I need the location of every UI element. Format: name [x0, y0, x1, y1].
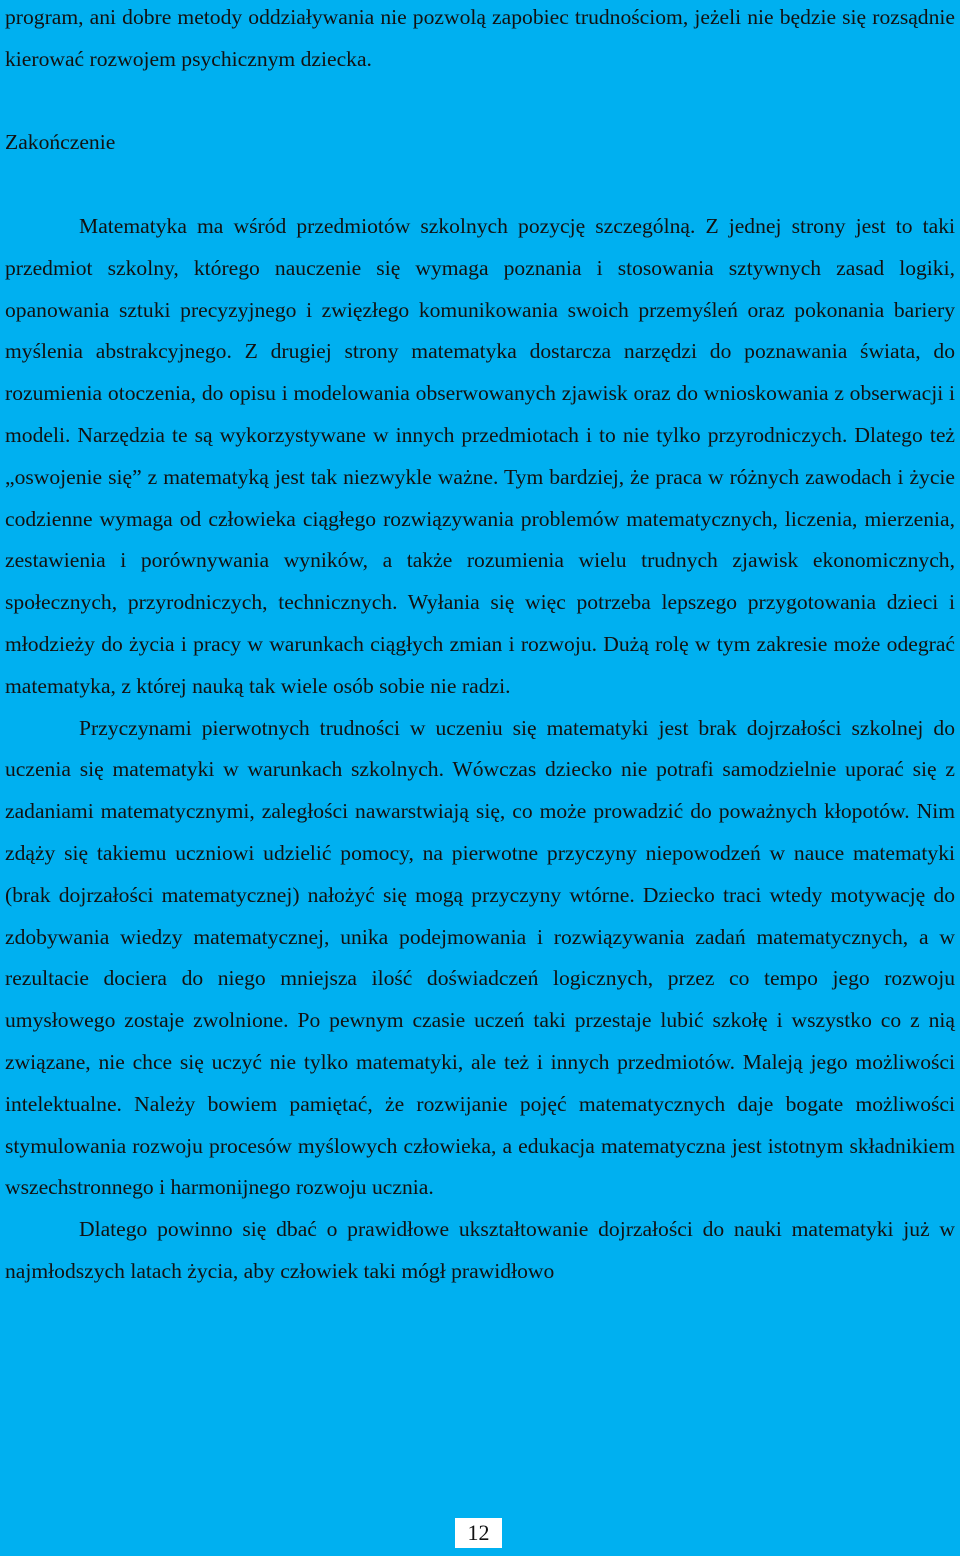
- intro-paragraph: program, ani dobre metody oddziaływania nie pozwolą zapobiec trudnościom, jeżeli nie będzie się rozsądnie kierować rozwojem psychicznym dziecka.: [5, 5, 955, 71]
- paragraph-3: Dlatego powinno się dbać o prawidłowe ukształtowanie dojrzałości do nauki matematyki już w najmłodszych latach życia, aby człowiek taki mógł prawidłowo: [5, 1217, 955, 1283]
- spacer: [5, 81, 955, 123]
- section-heading: Zakończenie: [5, 130, 116, 155]
- paragraph-2: Przyczynami pierwotnych trudności w uczeniu się matematyki jest brak dojrzałości szkolnej do uczenia się matematyki w warunkach szkolnych. Wówczas dziecko nie potrafi samodzielnie uporać się z zadaniami matematycznymi, zaległości nawarstwiają się, co może prowadzić do poważnych kłopotów. Nim zdąży się takiemu uczniowi udzielić pomocy, na pierwotne przyczyny niepowodzeń w nauce matematyki (brak dojrzałości matematycznej) nałożyć się mogą przyczyny wtórne. Dziecko traci wtedy motywację do zdobywania wiedzy matematycznej, unika podejmowania i rozwiązywania zadań matematycznych, a w rezultacie dociera do niego mniejsza ilość doświadczeń logicznych, przez co tempo jego rozwoju umysłowego zostaje zwolnione. Po pewnym czasie uczeń taki przestaje lubić szkołę i wszystko co z nią związane, nie chce się uczyć nie tylko matematyki, ale też i innych przedmiotów. Maleją jego możliwości intelektualne. Należy bowiem pamiętać, że rozwijanie pojęć matematycznych daje bogate możliwości stymulowania rozwoju procesów myślowych człowieka, a edukacja matematyczna jest istotnym składnikiem wszechstronnego i harmonijnego rozwoju ucznia.: [5, 715, 955, 1200]
- page-number: 12: [455, 1518, 502, 1548]
- paragraph-1: Matematyka ma wśród przedmiotów szkolnych pozycję szczególną. Z jednej strony jest to taki przedmiot szkolny, którego nauczenie się wymaga poznania i stosowania sztywnych zasad logiki, opanowania sztuki precyzyjnego i zwięzłego komunikowania swoich przemyśleń oraz pokonania bariery myślenia abstrakcyjnego. Z drugiej strony matematyka dostarcza narzędzi do poznawania świata, do rozumienia otoczenia, do opisu i modelowania obserwowanych zjawisk oraz do wnioskowania z obserwacji i modeli. Narzędzia te są wykorzystywane w innych przedmiotach i to nie tylko przyrodniczych. Dlatego też „oswojenie się” z matematyką jest tak niezwykle ważne. Tym bardziej, że praca w różnych zawodach i życie codzienne wymaga od człowieka ciągłego rozwiązywania problemów matematycznych, liczenia, mierzenia, zestawienia i porównywania wyników, a także rozumienia wielu trudnych zjawisk ekonomicznych, społecznych, przyrodniczych, technicznych. Wyłania się więc potrzeba lepszego przygotowania dzieci i młodzieży do życia i pracy w warunkach ciągłych zmian i rozwoju. Dużą rolę w tym zakresie może odegrać matematyka, z której nauką tak wiele osób sobie nie radzi.: [5, 213, 955, 698]
- document-page: [5, 0, 955, 1293]
- spacer: [5, 164, 955, 206]
